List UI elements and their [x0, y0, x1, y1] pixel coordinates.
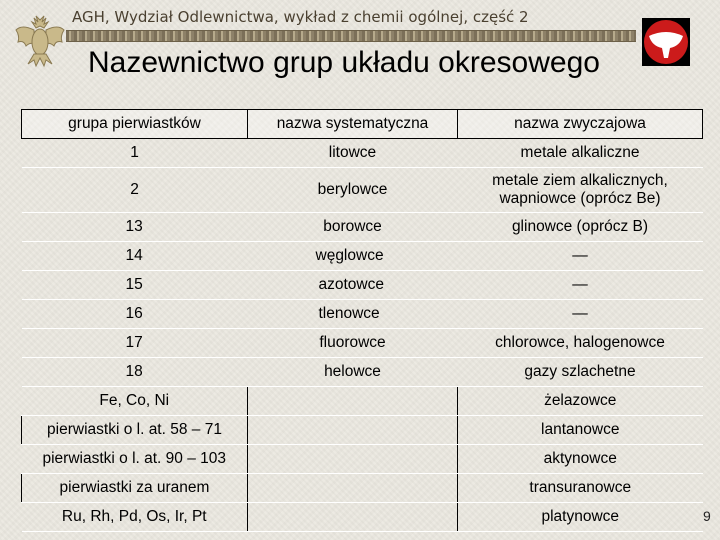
table-row — [22, 271, 703, 300]
table-row — [22, 416, 703, 445]
table-cell: 18 — [22, 358, 248, 387]
table-cell: tlenowce — [248, 300, 458, 329]
page-title: Nazewnictwo grup układu okresowego — [88, 46, 600, 79]
table-cell — [248, 445, 458, 474]
table-cell — [248, 503, 458, 532]
table-cell: — — [458, 242, 703, 271]
table-cell: 1 — [22, 139, 248, 168]
table-cell: 17 — [22, 329, 248, 358]
table-cell: lantanowce — [458, 416, 703, 445]
column-header: grupa pierwiastków — [22, 110, 248, 139]
table-cell: żelazowce — [458, 387, 703, 416]
eagle-emblem-icon — [14, 14, 66, 68]
column-header: nazwa systematyczna — [248, 110, 458, 139]
table-cell: 13 — [22, 213, 248, 242]
table-row — [22, 139, 703, 168]
table-cell: gazy szlachetne — [458, 358, 703, 387]
table-cell: węglowce — [248, 242, 458, 271]
course-header: AGH, Wydział Odlewnictwa, wykład z chemii ogólnej, część 2 — [72, 8, 529, 26]
column-header: nazwa zwyczajowa — [458, 110, 703, 139]
table-row — [22, 474, 703, 503]
table-cell: pierwiastki za uranem — [22, 474, 248, 503]
table-cell: pierwiastki o l. at. 90 – 103 — [22, 445, 248, 474]
table-row — [22, 300, 703, 329]
table-cell: chlorowce, halogenowce — [458, 329, 703, 358]
table-header-row — [22, 110, 703, 139]
table-cell — [248, 416, 458, 445]
university-crest-icon — [642, 18, 690, 66]
table-cell: litowce — [248, 139, 458, 168]
table-row — [22, 168, 703, 213]
table-cell: 2 — [22, 168, 248, 213]
table-cell: — — [458, 300, 703, 329]
table-cell: aktynowce — [458, 445, 703, 474]
table-cell: platynowce — [458, 503, 703, 532]
table-cell — [248, 387, 458, 416]
table-cell: helowce — [248, 358, 458, 387]
table-cell: metale ziem alkalicznych, wapniowce (oprócz Be) — [458, 168, 703, 213]
table-cell: pierwiastki o l. at. 58 – 71 — [22, 416, 248, 445]
table-cell: 14 — [22, 242, 248, 271]
table-cell: Ru, Rh, Pd, Os, Ir, Pt — [22, 503, 248, 532]
table-row — [22, 242, 703, 271]
group-names-table — [21, 109, 703, 532]
table-cell: — — [458, 271, 703, 300]
table-cell: berylowce — [248, 168, 458, 213]
table-row — [22, 387, 703, 416]
table-row — [22, 503, 703, 532]
table-cell: borowce — [248, 213, 458, 242]
table-cell: 16 — [22, 300, 248, 329]
table-row — [22, 358, 703, 387]
table-row — [22, 329, 703, 358]
table-cell: transuranowce — [458, 474, 703, 503]
page-number: 9 — [703, 508, 711, 524]
table-cell: metale alkaliczne — [458, 139, 703, 168]
table-cell: azotowce — [248, 271, 458, 300]
decorative-stripe — [66, 30, 636, 42]
table-cell: Fe, Co, Ni — [22, 387, 248, 416]
table-row — [22, 445, 703, 474]
table-row — [22, 213, 703, 242]
table-cell — [248, 474, 458, 503]
table-cell: fluorowce — [248, 329, 458, 358]
table-cell: glinowce (oprócz B) — [458, 213, 703, 242]
table-cell: 15 — [22, 271, 248, 300]
